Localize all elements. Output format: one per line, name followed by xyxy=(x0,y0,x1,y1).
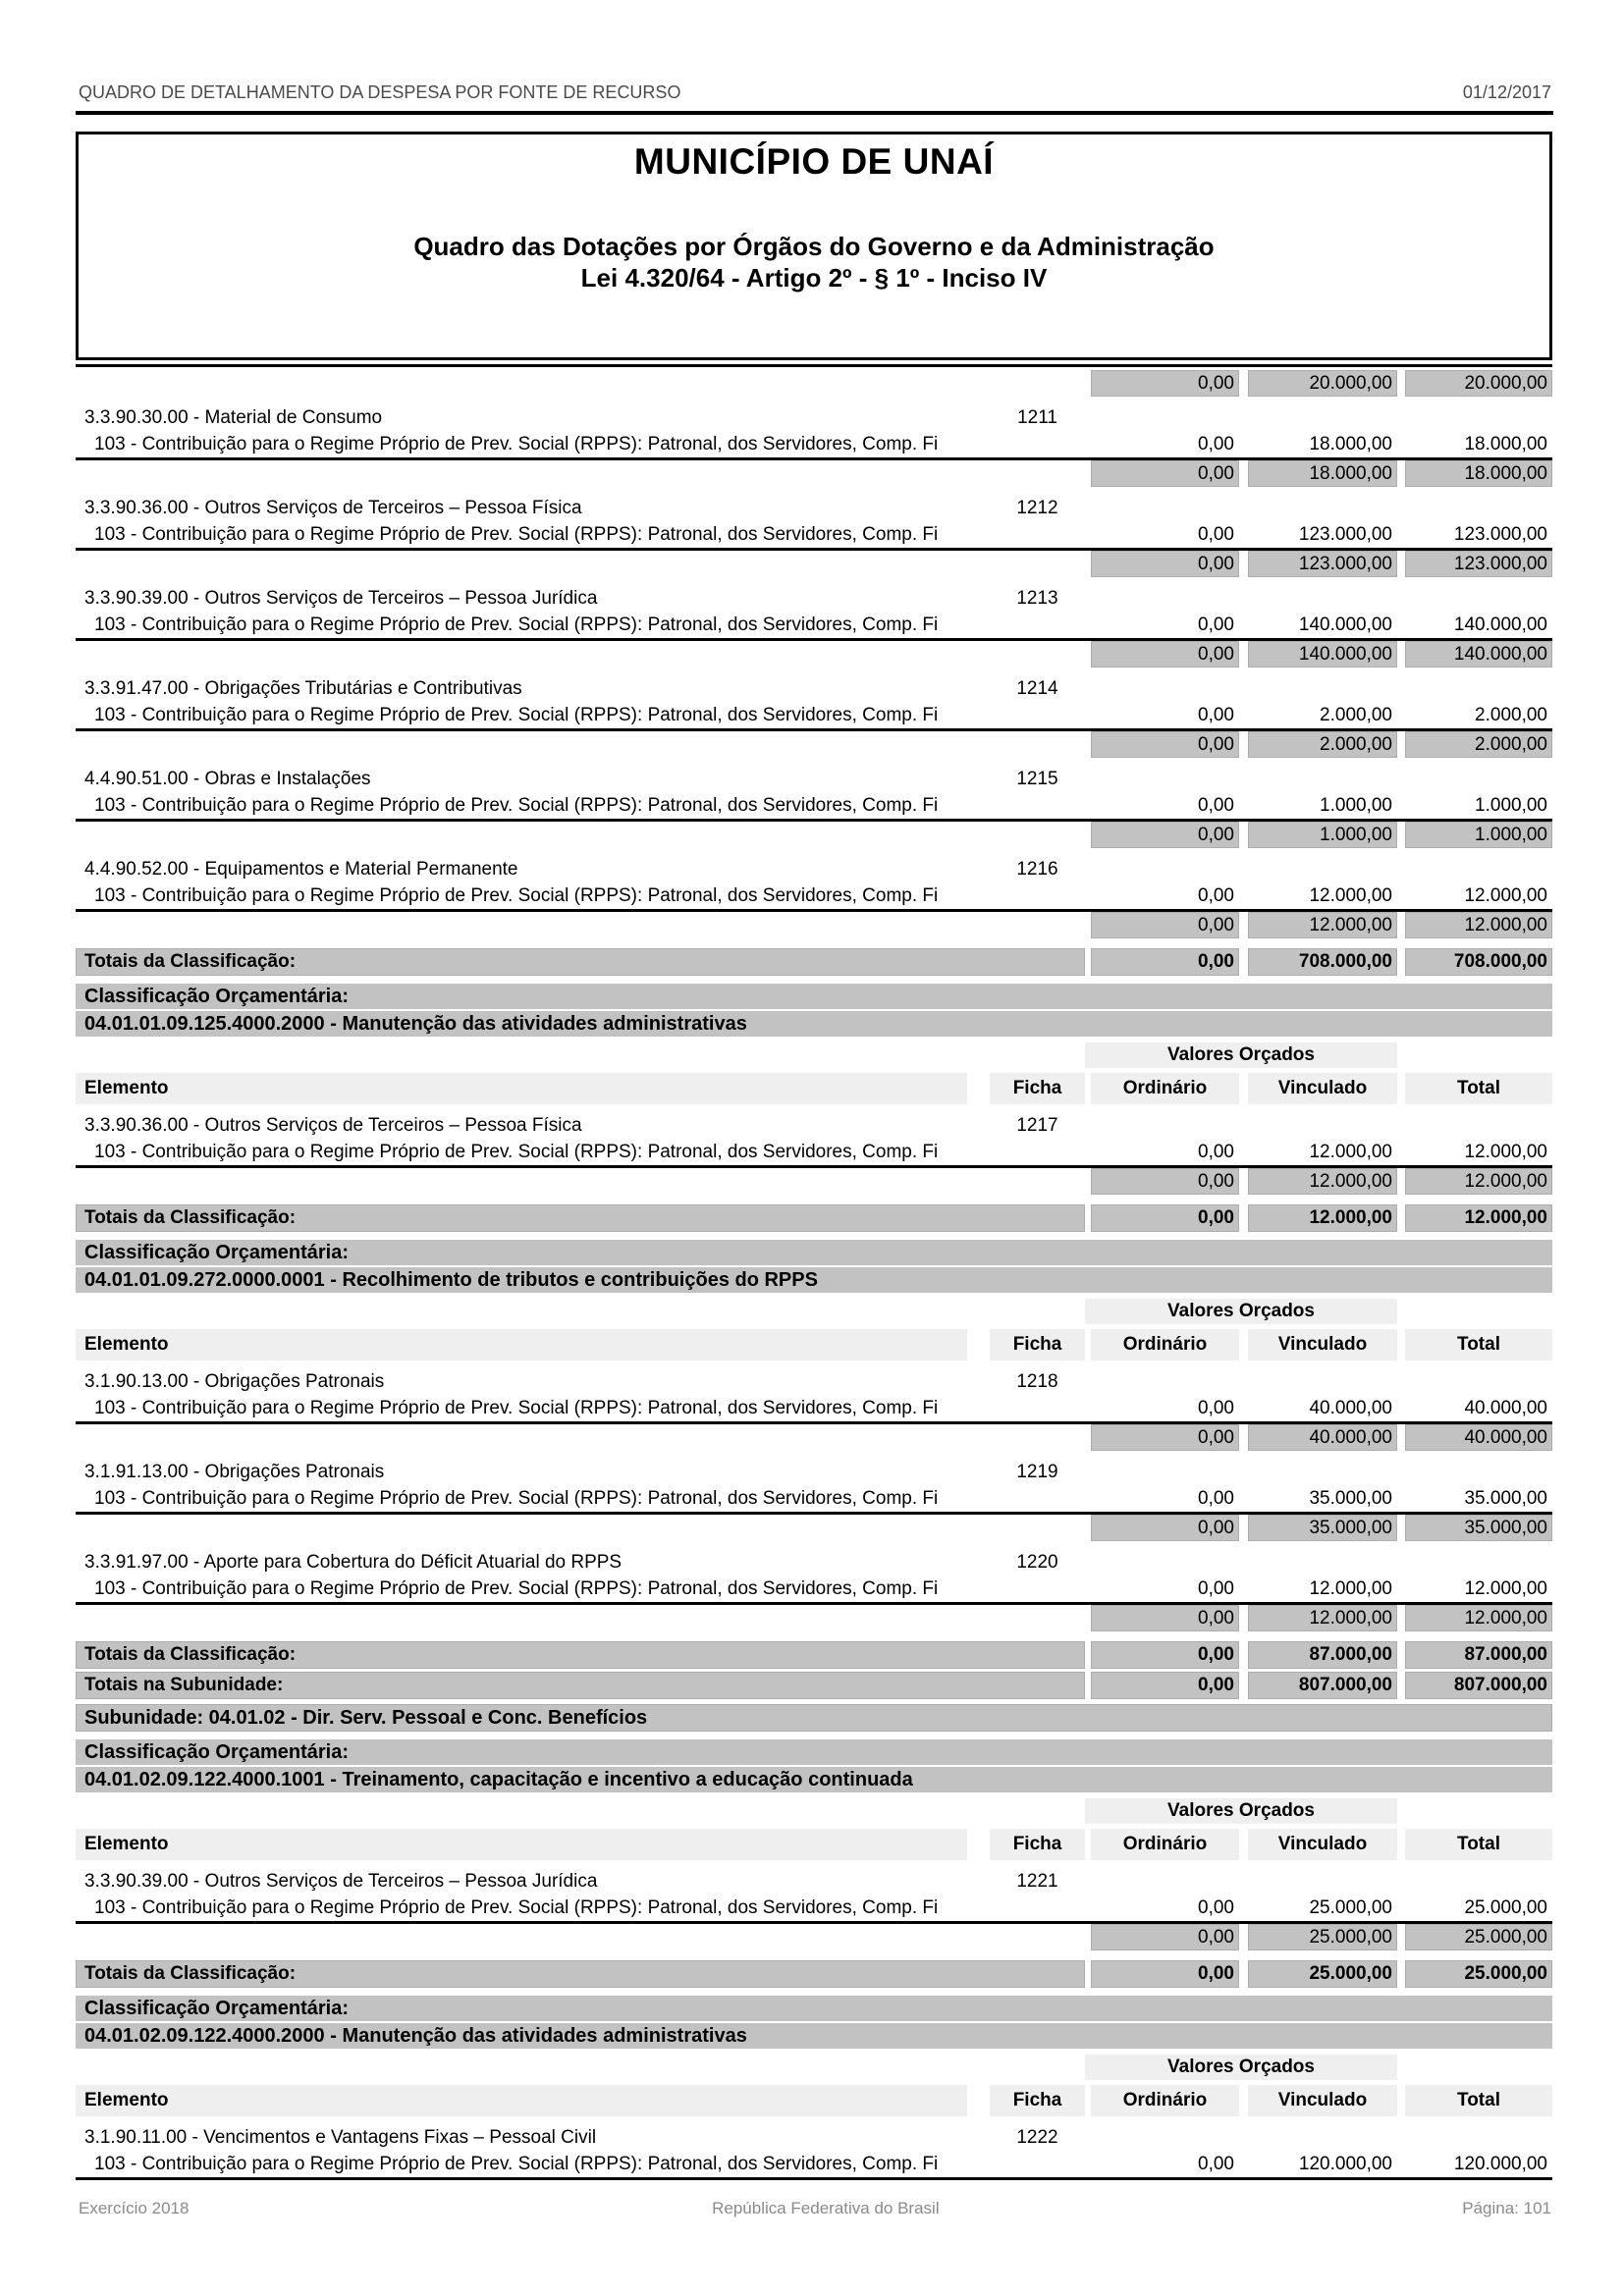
subtotal-ordinario-value: 0,00 xyxy=(1091,1168,1239,1195)
column-vinculado: Vinculado xyxy=(1248,1829,1397,1860)
totals-total-value: 25.000,00 xyxy=(1405,1960,1552,1988)
source-label: 103 - Contribuição para o Regime Próprio de Prev. Social (RPPS): Patronal, dos Servidores, Comp. Fi xyxy=(94,524,939,545)
source-total-value: 140.000,00 xyxy=(1453,614,1547,635)
subtotal-vinculado-value: 140.000,00 xyxy=(1248,641,1397,667)
subunit-label: Subunidade: 04.01.02 - Dir. Serv. Pessoal e Conc. Benefícios xyxy=(76,1704,1552,1732)
totals-row xyxy=(76,948,1552,976)
column-ordinario: Ordinário xyxy=(1091,1073,1239,1104)
source-vinculado-value: 12.000,00 xyxy=(1309,885,1392,906)
totals-ordinario-value: 0,00 xyxy=(1091,1960,1239,1988)
totals-vinculado-value: 708.000,00 xyxy=(1248,948,1397,976)
element-row xyxy=(76,495,1552,522)
column-elemento: Elemento xyxy=(76,2085,967,2116)
source-label: 103 - Contribuição para o Regime Próprio de Prev. Social (RPPS): Patronal, dos Servidores, Comp. Fi xyxy=(94,2154,939,2174)
subtotal-vinculado-value: 12.000,00 xyxy=(1248,912,1397,938)
element-label: 3.1.90.11.00 - Vencimentos e Vantagens Fixas – Pessoal Civil xyxy=(84,2127,597,2148)
source-total-value: 25.000,00 xyxy=(1464,1897,1547,1918)
classification-title: Classificação Orçamentária: xyxy=(76,1739,1552,1765)
source-total-value: 12.000,00 xyxy=(1464,1578,1547,1599)
element-row xyxy=(76,585,1552,613)
funding-source-row xyxy=(76,1140,1552,1168)
municipality-title: MUNICÍPIO DE UNAÍ xyxy=(633,141,995,182)
classification-header xyxy=(76,984,1552,1037)
subtotal-row xyxy=(76,822,1552,848)
report-subtitle: Quadro das Dotações por Órgãos do Governo e da Administração xyxy=(413,232,1215,261)
valores-orcados-band xyxy=(76,2055,1552,2080)
valores-orcados-band xyxy=(76,1042,1552,1068)
subtotal-vinculado-value: 40.000,00 xyxy=(1248,1424,1397,1451)
column-total: Total xyxy=(1405,1073,1552,1104)
page-footer xyxy=(79,2199,1551,2218)
element-row xyxy=(76,856,1552,883)
ficha-number: 1215 xyxy=(1016,769,1058,789)
funding-source-row xyxy=(76,703,1552,731)
source-vinculado-value: 123.000,00 xyxy=(1298,524,1392,545)
totals-total-value: 807.000,00 xyxy=(1405,1672,1552,1699)
subtotal-vinculado-value: 1.000,00 xyxy=(1248,822,1397,848)
source-label: 103 - Contribuição para o Regime Próprio de Prev. Social (RPPS): Patronal, dos Servidores, Comp. Fi xyxy=(94,1578,939,1599)
source-vinculado-value: 25.000,00 xyxy=(1309,1897,1392,1918)
subtotal-vinculado-value: 20.000,00 xyxy=(1248,370,1397,397)
source-vinculado-value: 120.000,00 xyxy=(1298,2154,1392,2174)
element-label: 3.3.90.30.00 - Material de Consumo xyxy=(84,407,383,428)
source-total-value: 12.000,00 xyxy=(1464,1142,1547,1162)
ficha-number: 1211 xyxy=(1017,407,1057,428)
classification-header xyxy=(76,1739,1552,1792)
subtotal-row xyxy=(76,1515,1552,1541)
subtotal-total-value: 20.000,00 xyxy=(1405,370,1552,397)
element-label: 3.3.90.39.00 - Outros Serviços de Terceiros – Pessoa Jurídica xyxy=(84,588,598,609)
totals-label: Totais da Classificação: xyxy=(76,1960,1085,1988)
funding-source-row xyxy=(76,883,1552,912)
totals-ordinario-value: 0,00 xyxy=(1091,948,1239,976)
source-vinculado-value: 12.000,00 xyxy=(1309,1578,1392,1599)
column-vinculado: Vinculado xyxy=(1248,1329,1397,1361)
element-label: 3.1.91.13.00 - Obrigações Patronais xyxy=(84,1462,385,1482)
ficha-number: 1216 xyxy=(1016,859,1058,880)
source-label: 103 - Contribuição para o Regime Próprio de Prev. Social (RPPS): Patronal, dos Servidores, Comp. Fi xyxy=(94,1142,939,1162)
subtotal-ordinario-value: 0,00 xyxy=(1091,1515,1239,1541)
element-row xyxy=(76,766,1552,793)
source-ordinario-value: 0,00 xyxy=(1198,1488,1234,1509)
totals-vinculado-value: 12.000,00 xyxy=(1248,1204,1397,1232)
element-label: 4.4.90.51.00 - Obras e Instalações xyxy=(84,769,371,789)
element-label: 3.3.90.36.00 - Outros Serviços de Terceiros – Pessoa Física xyxy=(84,1115,582,1136)
source-vinculado-value: 140.000,00 xyxy=(1298,614,1392,635)
source-label: 103 - Contribuição para o Regime Próprio de Prev. Social (RPPS): Patronal, dos Servidores, Comp. Fi xyxy=(94,705,939,725)
ficha-number: 1218 xyxy=(1016,1371,1058,1392)
subtotal-total-value: 12.000,00 xyxy=(1405,1168,1552,1195)
source-total-value: 40.000,00 xyxy=(1464,1398,1547,1418)
ficha-number: 1220 xyxy=(1016,1552,1058,1573)
footer-country: República Federativa do Brasil xyxy=(712,2199,940,2217)
totals-label: Totais da Classificação: xyxy=(76,1641,1085,1669)
source-label: 103 - Contribuição para o Regime Próprio de Prev. Social (RPPS): Patronal, dos Servidores, Comp. Fi xyxy=(94,1398,939,1418)
ficha-number: 1213 xyxy=(1016,588,1058,609)
classification-title: Classificação Orçamentária: xyxy=(76,1996,1552,2021)
element-row xyxy=(76,1112,1552,1140)
header-rule xyxy=(76,111,1553,115)
totals-row xyxy=(76,1960,1552,1988)
subtotal-row xyxy=(76,1924,1552,1950)
classification-header xyxy=(76,1240,1552,1293)
subtotal-vinculado-value: 35.000,00 xyxy=(1248,1515,1397,1541)
subtotal-total-value: 140.000,00 xyxy=(1405,641,1552,667)
subtotal-total-value: 12.000,00 xyxy=(1405,912,1552,938)
ficha-number: 1212 xyxy=(1016,498,1058,518)
ficha-number: 1221 xyxy=(1016,1871,1058,1892)
subtotal-total-value: 35.000,00 xyxy=(1405,1515,1552,1541)
classification-code: 04.01.02.09.122.4000.1001 - Treinamento, capacitação e incentivo a educação continuada xyxy=(76,1767,1552,1792)
column-ficha: Ficha xyxy=(990,1073,1085,1104)
element-label: 3.3.91.97.00 - Aporte para Cobertura do Déficit Atuarial do RPPS xyxy=(84,1552,623,1573)
column-vinculado: Vinculado xyxy=(1248,1073,1397,1104)
subtotal-ordinario-value: 0,00 xyxy=(1091,460,1239,487)
subtotal-total-value: 40.000,00 xyxy=(1405,1424,1552,1451)
source-label: 103 - Contribuição para o Regime Próprio de Prev. Social (RPPS): Patronal, dos Servidores, Comp. Fi xyxy=(94,1488,939,1509)
source-label: 103 - Contribuição para o Regime Próprio de Prev. Social (RPPS): Patronal, dos Servidores, Comp. Fi xyxy=(94,614,939,635)
subtotal-ordinario-value: 0,00 xyxy=(1091,1924,1239,1950)
source-vinculado-value: 18.000,00 xyxy=(1309,434,1392,454)
funding-source-row xyxy=(76,1576,1552,1605)
valores-orcados-label: Valores Orçados xyxy=(1085,1798,1397,1824)
column-elemento: Elemento xyxy=(76,1329,967,1361)
column-header-row xyxy=(76,2085,1552,2116)
subtotal-total-value: 12.000,00 xyxy=(1405,1605,1552,1631)
subtotal-ordinario-value: 0,00 xyxy=(1091,641,1239,667)
ficha-number: 1217 xyxy=(1016,1115,1058,1136)
law-reference: Lei 4.320/64 - Artigo 2º - § 1º - Inciso IV xyxy=(580,263,1048,293)
element-label: 3.1.90.13.00 - Obrigações Patronais xyxy=(84,1371,385,1392)
valores-orcados-label: Valores Orçados xyxy=(1085,1042,1397,1068)
column-total: Total xyxy=(1405,1829,1552,1860)
source-label: 103 - Contribuição para o Regime Próprio de Prev. Social (RPPS): Patronal, dos Servidores, Comp. Fi xyxy=(94,885,939,906)
element-label: 4.4.90.52.00 - Equipamentos e Material Permanente xyxy=(84,859,518,880)
source-ordinario-value: 0,00 xyxy=(1198,1578,1234,1599)
classification-code: 04.01.01.09.272.0000.0001 - Recolhimento de tributos e contribuições do RPPS xyxy=(76,1267,1552,1293)
subtotal-row xyxy=(76,1424,1552,1451)
valores-orcados-label: Valores Orçados xyxy=(1085,2055,1397,2080)
totals-label: Totais da Classificação: xyxy=(76,1204,1085,1232)
subunit-header xyxy=(76,1704,1552,1732)
column-vinculado: Vinculado xyxy=(1248,2085,1397,2116)
subtotal-vinculado-value: 2.000,00 xyxy=(1248,731,1397,758)
source-total-value: 2.000,00 xyxy=(1475,705,1547,725)
subtotal-ordinario-value: 0,00 xyxy=(1091,731,1239,758)
subtotal-ordinario-value: 0,00 xyxy=(1091,1605,1239,1631)
funding-source-row xyxy=(76,1896,1552,1924)
funding-source-row xyxy=(76,432,1552,460)
column-ordinario: Ordinário xyxy=(1091,2085,1239,2116)
subtotal-total-value: 25.000,00 xyxy=(1405,1924,1552,1950)
subtotal-row xyxy=(76,1168,1552,1195)
valores-orcados-band xyxy=(76,1299,1552,1324)
column-ficha: Ficha xyxy=(990,1829,1085,1860)
subtotal-total-value: 18.000,00 xyxy=(1405,460,1552,487)
ficha-number: 1219 xyxy=(1016,1462,1058,1482)
element-row xyxy=(76,1868,1552,1896)
element-row xyxy=(76,1459,1552,1486)
source-ordinario-value: 0,00 xyxy=(1198,885,1234,906)
column-header-row xyxy=(76,1829,1552,1860)
source-total-value: 12.000,00 xyxy=(1464,885,1547,906)
totals-total-value: 87.000,00 xyxy=(1405,1641,1552,1669)
source-ordinario-value: 0,00 xyxy=(1198,1142,1234,1162)
column-ficha: Ficha xyxy=(990,1329,1085,1361)
totals-row xyxy=(76,1204,1552,1232)
totals-vinculado-value: 807.000,00 xyxy=(1248,1672,1397,1699)
element-row xyxy=(76,1549,1552,1576)
classification-code: 04.01.02.09.122.4000.2000 - Manutenção das atividades administrativas xyxy=(76,2023,1552,2049)
element-label: 3.3.91.47.00 - Obrigações Tributárias e Contributivas xyxy=(84,678,522,699)
valores-orcados-label: Valores Orçados xyxy=(1085,1299,1397,1324)
subtotal-vinculado-value: 25.000,00 xyxy=(1248,1924,1397,1950)
source-vinculado-value: 1.000,00 xyxy=(1320,795,1392,816)
element-row xyxy=(76,2124,1552,2152)
element-row xyxy=(76,1368,1552,1396)
totals-row xyxy=(76,1641,1552,1669)
subtotal-vinculado-value: 12.000,00 xyxy=(1248,1168,1397,1195)
classification-code: 04.01.01.09.125.4000.2000 - Manutenção das atividades administrativas xyxy=(76,1011,1552,1037)
ficha-number: 1222 xyxy=(1016,2127,1058,2148)
totals-ordinario-value: 0,00 xyxy=(1091,1641,1239,1669)
totals-row xyxy=(76,1672,1552,1699)
subtotal-vinculado-value: 18.000,00 xyxy=(1248,460,1397,487)
subtotal-row xyxy=(76,370,1552,397)
totals-vinculado-value: 87.000,00 xyxy=(1248,1641,1397,1669)
subtotal-vinculado-value: 123.000,00 xyxy=(1248,551,1397,577)
source-total-value: 123.000,00 xyxy=(1453,524,1547,545)
source-ordinario-value: 0,00 xyxy=(1198,795,1234,816)
source-ordinario-value: 0,00 xyxy=(1198,614,1234,635)
source-label: 103 - Contribuição para o Regime Próprio de Prev. Social (RPPS): Patronal, dos Servidores, Comp. Fi xyxy=(94,434,939,454)
valores-orcados-band xyxy=(76,1798,1552,1824)
title-box xyxy=(76,132,1552,360)
classification-title: Classificação Orçamentária: xyxy=(76,1240,1552,1265)
source-ordinario-value: 0,00 xyxy=(1198,1398,1234,1418)
totals-ordinario-value: 0,00 xyxy=(1091,1204,1239,1232)
report-title: QUADRO DE DETALHAMENTO DA DESPESA POR FONTE DE RECURSO xyxy=(79,82,681,102)
subtotal-row xyxy=(76,1605,1552,1631)
column-ordinario: Ordinário xyxy=(1091,1329,1239,1361)
source-total-value: 18.000,00 xyxy=(1464,434,1547,454)
column-total: Total xyxy=(1405,1329,1552,1361)
subtotal-total-value: 1.000,00 xyxy=(1405,822,1552,848)
classification-title: Classificação Orçamentária: xyxy=(76,984,1552,1009)
source-vinculado-value: 40.000,00 xyxy=(1309,1398,1392,1418)
subtotal-ordinario-value: 0,00 xyxy=(1091,1424,1239,1451)
footer-page-number: Página: 101 xyxy=(1462,2199,1551,2217)
source-ordinario-value: 0,00 xyxy=(1198,524,1234,545)
source-label: 103 - Contribuição para o Regime Próprio de Prev. Social (RPPS): Patronal, dos Servidores, Comp. Fi xyxy=(94,1897,939,1918)
source-ordinario-value: 0,00 xyxy=(1198,705,1234,725)
element-label: 3.3.90.36.00 - Outros Serviços de Terceiros – Pessoa Física xyxy=(84,498,582,518)
column-header-row xyxy=(76,1073,1552,1104)
totals-label: Totais na Subunidade: xyxy=(76,1672,1085,1699)
column-elemento: Elemento xyxy=(76,1829,967,1860)
source-vinculado-value: 2.000,00 xyxy=(1320,705,1392,725)
ficha-number: 1214 xyxy=(1016,678,1058,699)
table-top-rule xyxy=(76,364,1552,367)
subtotal-row xyxy=(76,551,1552,577)
source-total-value: 120.000,00 xyxy=(1453,2154,1547,2174)
column-ordinario: Ordinário xyxy=(1091,1829,1239,1860)
footer-exercise: Exercício 2018 xyxy=(79,2199,189,2217)
source-total-value: 1.000,00 xyxy=(1475,795,1547,816)
element-row xyxy=(76,675,1552,703)
column-ficha: Ficha xyxy=(990,2085,1085,2116)
funding-source-row xyxy=(76,1396,1552,1424)
subtotal-ordinario-value: 0,00 xyxy=(1091,822,1239,848)
subtotal-row xyxy=(76,641,1552,667)
totals-label: Totais da Classificação: xyxy=(76,948,1085,976)
subtotal-row xyxy=(76,460,1552,487)
source-ordinario-value: 0,00 xyxy=(1198,1897,1234,1918)
subtotal-total-value: 2.000,00 xyxy=(1405,731,1552,758)
subtotal-total-value: 123.000,00 xyxy=(1405,551,1552,577)
subtotal-row xyxy=(76,912,1552,938)
source-label: 103 - Contribuição para o Regime Próprio de Prev. Social (RPPS): Patronal, dos Servidores, Comp. Fi xyxy=(94,795,939,816)
source-ordinario-value: 0,00 xyxy=(1198,434,1234,454)
source-ordinario-value: 0,00 xyxy=(1198,2154,1234,2174)
page-header xyxy=(79,82,1551,103)
column-header-row xyxy=(76,1329,1552,1361)
funding-source-row xyxy=(76,613,1552,641)
funding-source-row xyxy=(76,2152,1552,2180)
column-elemento: Elemento xyxy=(76,1073,967,1104)
subtotal-vinculado-value: 12.000,00 xyxy=(1248,1605,1397,1631)
source-vinculado-value: 12.000,00 xyxy=(1309,1142,1392,1162)
element-row xyxy=(76,404,1552,432)
subtotal-ordinario-value: 0,00 xyxy=(1091,370,1239,397)
classification-header xyxy=(76,1996,1552,2049)
totals-total-value: 708.000,00 xyxy=(1405,948,1552,976)
source-total-value: 35.000,00 xyxy=(1464,1488,1547,1509)
funding-source-row xyxy=(76,793,1552,822)
column-total: Total xyxy=(1405,2085,1552,2116)
report-date: 01/12/2017 xyxy=(1462,82,1551,102)
funding-source-row xyxy=(76,1486,1552,1515)
source-vinculado-value: 35.000,00 xyxy=(1309,1488,1392,1509)
element-label: 3.3.90.39.00 - Outros Serviços de Terceiros – Pessoa Jurídica xyxy=(84,1871,598,1892)
subtotal-row xyxy=(76,731,1552,758)
subtotal-ordinario-value: 0,00 xyxy=(1091,912,1239,938)
table-body xyxy=(76,364,1552,2180)
subtotal-ordinario-value: 0,00 xyxy=(1091,551,1239,577)
totals-vinculado-value: 25.000,00 xyxy=(1248,1960,1397,1988)
funding-source-row xyxy=(76,522,1552,551)
totals-ordinario-value: 0,00 xyxy=(1091,1672,1239,1699)
totals-total-value: 12.000,00 xyxy=(1405,1204,1552,1232)
